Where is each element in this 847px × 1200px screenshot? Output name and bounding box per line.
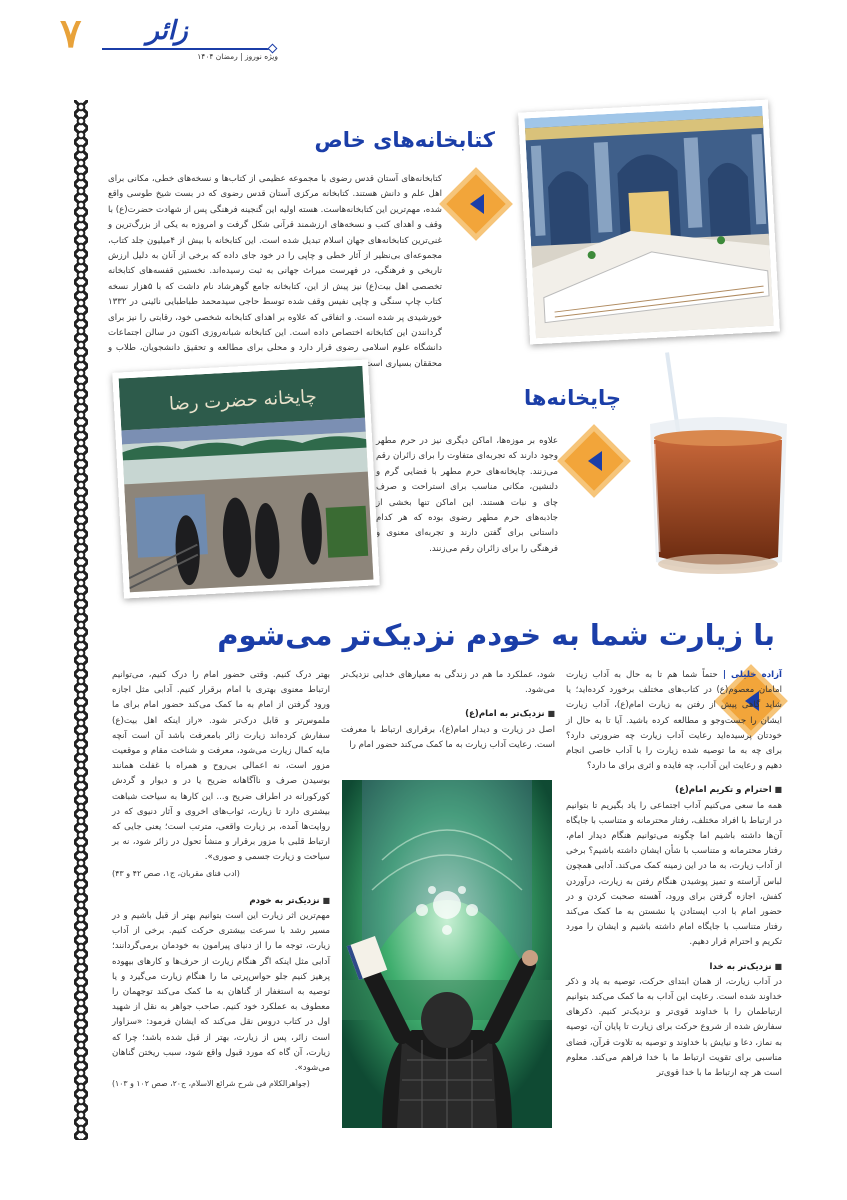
pilgrim-photo-image (342, 780, 552, 1128)
article-title: با زیارت شما به خودم نزدیک‌تر می‌شوم (217, 618, 775, 652)
subheading-respect: ■ احترام و تکریم امام(ع) (566, 782, 782, 798)
article-column-left (112, 668, 330, 1091)
article-author: آزاده خلیلی (731, 670, 782, 680)
citation-1: (ادب فنای مقربان، ج۱، صص ۴۲ و ۴۳) (112, 868, 240, 878)
page-number: ۷ (60, 10, 82, 57)
author-separator: | (717, 670, 727, 680)
teahouse-photo-image (119, 366, 376, 595)
citation-2: (جواهرالکلام فی شرح شرائع الاسلام، ج۲۰، صص ۱۰۲ و ۱۰۳) (112, 1079, 310, 1089)
middle-intro-text: شود، عملکرد ما هم در زندگی به معیارهای خدایی نزدیک‌تر می‌شود. (341, 670, 555, 696)
article-column-right (566, 668, 782, 1081)
library-photo (518, 100, 780, 345)
article-column-middle (341, 668, 555, 753)
paragraph-closer-to-imam: اصل در زیارت و دیدار امام(ع)، برقراری ارتباط با معرفت است. رعایت آداب زیارت به ما کمک می‌کند حضور امام را (341, 724, 555, 750)
left-intro-text: بهتر درک کنیم. وقتی حضور امام را درک کنیم، می‌توانیم ارتباط معنوی بهتری با امام برقرار کنیم. آدابی مثل اجازه ورود گرفتن از امام به ما کمک می‌کند حضور امام برای ما ملموس‌تر و قابل درک‌تر شود. «راز اینکه اهل بیت(ع) سفارش کرده‌اند زیارت زائر بامعرفت باشد آن است آنچه مایه کمال زیارت می‌شود، معرفت و شناخت مقام و موقعیت مزور است، نه اعمالی بی‌روح و همراه با غفلت همانند بوسیدن صرف و ناآگاهانه ضریح یا در و دیوار و گردش کورکورانه در اطراف ضریح و... این کارها به سیاحت شباهت بیشتری دارد تا زیارت، ثواب‌های اخروی و آثار دنیوی که در روایت‌ها آمده، بر زیارت واقعی، مترتب است؛ یعنی جایی که ارتباط قلبی با مزور برقرار و منشأ تحول در زائر شود، نه بر سیاحت و زیارت جسمی و صوری». (112, 670, 330, 863)
teahouses-body-text: علاوه بر موزه‌ها، اماکن دیگری نیز در حرم مطهر وجود دارند که تجربه‌ای متفاوت را برای زائران رقم می‌زنند. چایخانه‌های حرم مطهر با فضایی گرم و دلنشین، مکانی مناسب برای استراحت و صرف چای و نبات هستند. این اماکن تنها بخشی از جاذبه‌های حرم مطهر رضوی بوده که هر کدام داستانی برای گفتن دارند و تجربه‌ای معنوی و فرهنگی را برای زائران رقم می‌زنند. (376, 436, 558, 554)
subheading-closer-to-god: ■ نزدیک‌تر به خدا (566, 959, 782, 975)
pilgrim-photo (342, 780, 552, 1128)
subheading-closer-to-imam: ■ نزدیک‌تر به امام(ع) (341, 706, 555, 722)
page-header (60, 10, 290, 62)
teahouse-diamond-icon (568, 435, 620, 487)
magazine-logo: زائر (146, 16, 188, 46)
header-rule (102, 48, 272, 50)
section-diamond-icon (450, 178, 502, 230)
subheading-closer-to-self: ■ نزدیک‌تر به خودم (112, 893, 330, 909)
library-photo-image (524, 106, 775, 340)
section-title-teahouses: چایخانه‌ها (524, 386, 621, 410)
teahouse-sign: چایخانه حضرت رضا (168, 386, 318, 415)
libraries-body-text: کتابخانه‌های آستان قدس رضوی با مجموعه عظیمی از کتاب‌ها و نسخه‌های خطی، مکانی برای اهل علم و دانش هستند. کتابخانه مرکزی آستان قدس رضوی که در بست شیخ طوسی واقع شده، مهم‌ترین این کتابخانه‌هاست. هسته اولیه این گنجینه فرهنگی پس از شهادت حضرت(ع) با وقف و اهدای کتب و نسخه‌های ارزشمند قرآنی شکل گرفت و امروزه به یکی از بزرگ‌ترین و غنی‌ترین کتابخانه‌های جهان اسلام تبدیل شده است. این کتابخانه با بیش از ۴میلیون جلد کتاب، مجموعه‌ای بی‌نظیر از آثار خطی و چاپی را در خود جای داده که برخی از آنان به دلیل ارزش تاریخی و فرهنگی، در فهرست میراث جهانی به ثبت رسیده‌اند. نخستین قفسه‌های کتابخانه تخصصی اهل بیت(ع) نیز پیش از این، کتابخانه جامع گوهرشاد نام داشت که با ۵هزار نسخه کتاب چاپ سنگی و چاپی نفیس وقف شده توسط حاجی سیدمحمد طباطبایی نائینی در ۱۳۳۲ خورشیدی پر شده است. و اتفاقی که علاوه بر اهدای کتابخانه شخصی خود، رقابتی را نیز برای گردانندن این کتابخانه اختصاص داده است. این کتابخانه شبانه‌روزی اکنون در سالن اجتماعات دانشگاه علوم اسلامی رضوی قرار دارد و محلی برای مطالعه و تحقیق دانشجویان، طلاب و محققان بسیاری است. (108, 174, 442, 369)
section-title-libraries: کتابخانه‌های خاص (314, 128, 495, 152)
teahouse-photo (112, 359, 379, 598)
tea-glass-photo (632, 352, 802, 584)
issue-label: ویژه نوروز | رمضان ۱۴۰۴ (197, 52, 278, 61)
paragraph-closer-to-self: مهم‌ترین اثر زیارت این است بتوانیم بهتر از قبل باشیم و در مسیر رشد با سرعت بیشتری حرکت کنیم. برخی از آداب زیارت، توجه ما را از دنیای پیرامون به خودمان برمی‌گردانند؛ آدابی مثل اینکه اگر هنگام زیارت از حرف‌ها و کارهای بیهوده پرهیز کنیم جلو حواس‌پرتی ما را هنگام زیارت می‌گیرد و یا توصیه به استغفار از گناهان به ما کمک می‌کند توجهمان را معطوف به عملکرد خود کنیم. صاحب جواهر به نقل از شهید اول در کتاب دروس نقل می‌کند که ایشان فرمود: «سزاوار است زائر، پس از زیارت، بهتر از قبل شده باشد؛ چرا که زیارت، آن گاه که مورد قبول واقع شود، سبب ریختن گناهان می‌شود». (112, 911, 330, 1074)
tea-glass-image (632, 352, 802, 584)
paragraph-closer-to-god: در آداب زیارت، از همان ابتدای حرکت، توصیه به یاد و ذکر خداوند شده است. رعایت این آداب به ما کمک می‌کند بتوانیم ارتباطمان را با خداوند قوی‌تر و نزدیک‌تر کنیم. ذکرهای سفارش شده از شروع حرکت برای زیارت تا پایان آن، توصیه به نماز، دعا و نیایش با خداوند و توصیه به تلاوت قرآن، فضای مناسبی برای تقویت ارتباط ما با خدا فراهم می‌کند. معلوم است هر چه ارتباط ما با خدا قوی‌تر (566, 976, 782, 1079)
article-intro (566, 668, 782, 774)
decorative-chain-border (74, 100, 88, 1140)
article-intro-text: حتماً شما هم تا به حال به آداب زیارت امامان معصوم(ع) در کتاب‌های مختلف برخورد کرده‌اید؛ یا شاید گاهی پیش از رفتن به زیارت امام(ع)، آداب زیارت ایشان را جست‌وجو و مطالعه کرده باشید. آیا تا به حال از خودتان پرسیده‌اید رعایت آداب زیارت چه ضرورتی دارد؟ برای چه به ما توصیه شده زیارت را با آداب خاصی انجام دهیم و رعایت این آداب، چه فایده و اثری برای ما دارد؟ (566, 670, 782, 772)
paragraph-respect: همه ما سعی می‌کنیم آداب اجتماعی را یاد بگیریم تا بتوانیم در ارتباط با افراد مختلف، رفتار محترمانه و متناسب با جایگاه آن‌ها داشته باشیم اما چگونه می‌توانیم هنگام دیدار امام، رفتار محترمانه و متناسب با شأن ایشان داشته باشیم؟ برخی از آداب زیارت، به ما در این زمینه کمک می‌کند. آدابی همچون لباس آراسته و تمیز پوشیدن هنگام رفتن به زیارت، درآوردن کفش، اجازه گرفتن برای ورود، آهسته صحبت کردن و در حضور امام با ادب ایستادن یا نشستن به ما کمک می‌کند رفتار متناسب با جایگاه امام داشته باشیم و ایشان را مورد تکریم و احترام قرار دهیم. (566, 800, 782, 948)
